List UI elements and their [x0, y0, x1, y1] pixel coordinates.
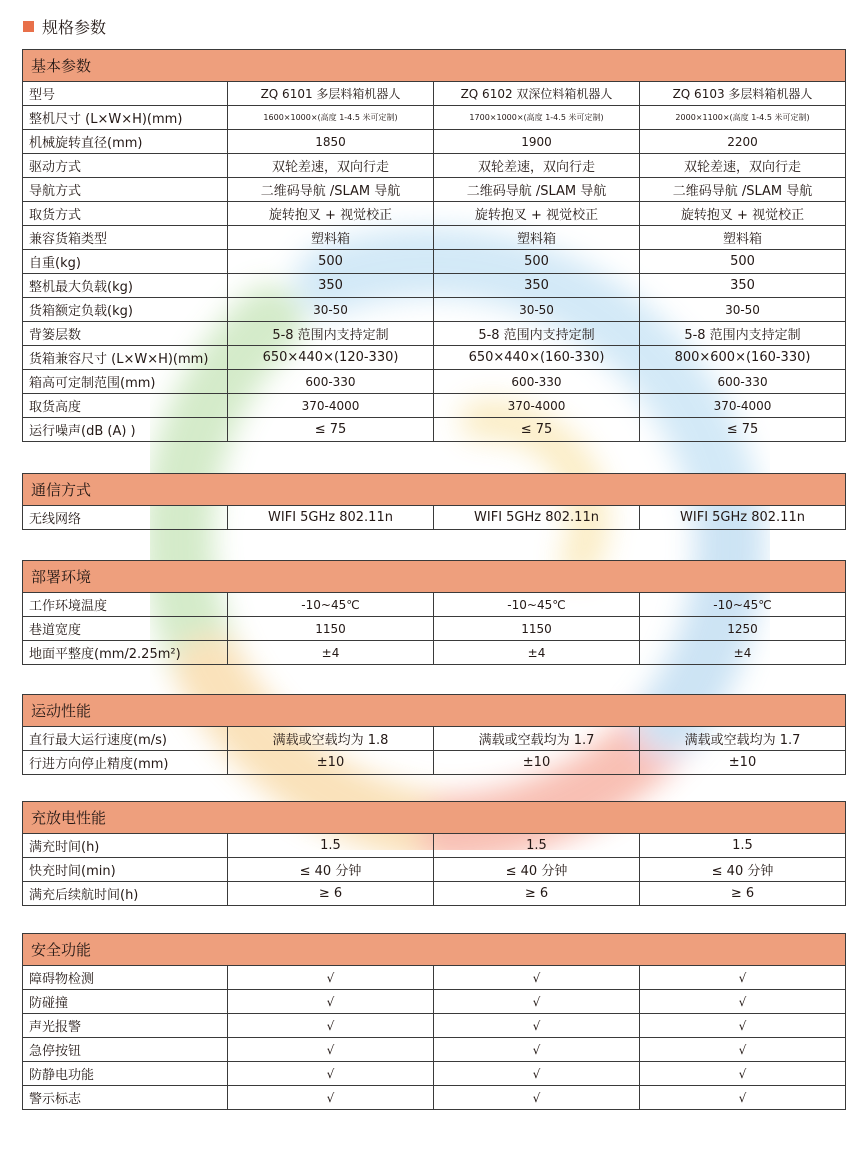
- table-cell: ±4: [228, 641, 434, 665]
- row-label: 满充后续航时间(h): [23, 882, 228, 906]
- check-icon: √: [434, 1086, 640, 1110]
- row-label: 防静电功能: [23, 1062, 228, 1086]
- table-cell: 2000×1100×(高度 1-4.5 米可定制): [640, 106, 846, 130]
- table-cell: 1.5: [434, 834, 640, 858]
- check-icon: √: [434, 1014, 640, 1038]
- table-row: [23, 751, 846, 775]
- table-row: [23, 106, 846, 130]
- section-table-safety: [22, 933, 846, 1110]
- table-row: [23, 226, 846, 250]
- table-cell: ZQ 6103 多层料箱机器人: [640, 82, 846, 106]
- check-icon: √: [228, 990, 434, 1014]
- table-cell: ≥ 6: [640, 882, 846, 906]
- table-cell: 1150: [228, 617, 434, 641]
- table-cell: 600-330: [434, 370, 640, 394]
- table-cell: ≥ 6: [434, 882, 640, 906]
- table-cell: 1600×1000×(高度 1-4.5 米可定制): [228, 106, 434, 130]
- table-cell: -10~45℃: [640, 593, 846, 617]
- table-cell: 370-4000: [228, 394, 434, 418]
- check-icon: √: [434, 990, 640, 1014]
- section-table-deployment: [22, 560, 846, 665]
- row-label: 自重(kg): [23, 250, 228, 274]
- row-label: 整机最大负载(kg): [23, 274, 228, 298]
- row-label: 工作环境温度: [23, 593, 228, 617]
- table-row: [23, 990, 846, 1014]
- row-label: 取货高度: [23, 394, 228, 418]
- table-cell: 500: [434, 250, 640, 274]
- table-row: [23, 641, 846, 665]
- table-cell: 600-330: [228, 370, 434, 394]
- table-row: [23, 274, 846, 298]
- table-row: [23, 593, 846, 617]
- table-row: [23, 130, 846, 154]
- row-label: 背篓层数: [23, 322, 228, 346]
- check-icon: √: [434, 1062, 640, 1086]
- table-row: [23, 250, 846, 274]
- check-icon: √: [640, 1038, 846, 1062]
- row-label: 快充时间(min): [23, 858, 228, 882]
- table-cell: 370-4000: [640, 394, 846, 418]
- table-cell: 30-50: [640, 298, 846, 322]
- check-icon: √: [640, 1086, 846, 1110]
- check-icon: √: [640, 1062, 846, 1086]
- table-cell: WIFI 5GHz 802.11n: [228, 506, 434, 530]
- check-icon: √: [640, 1014, 846, 1038]
- section-table-motion: [22, 694, 846, 775]
- table-cell: 650×440×(160-330): [434, 346, 640, 370]
- table-cell: WIFI 5GHz 802.11n: [640, 506, 846, 530]
- table-row: [23, 322, 846, 346]
- table-cell: 1.5: [228, 834, 434, 858]
- table-cell: 塑料箱: [640, 226, 846, 250]
- table-cell: ZQ 6102 双深位料箱机器人: [434, 82, 640, 106]
- table-cell: 370-4000: [434, 394, 640, 418]
- table-row: [23, 1014, 846, 1038]
- row-label: 机械旋转直径(mm): [23, 130, 228, 154]
- row-label: 地面平整度(mm/2.25m²): [23, 641, 228, 665]
- table-row: [23, 727, 846, 751]
- check-icon: √: [434, 1038, 640, 1062]
- check-icon: √: [434, 966, 640, 990]
- table-cell: ±10: [228, 751, 434, 775]
- row-label: 兼容货箱类型: [23, 226, 228, 250]
- table-row: [23, 834, 846, 858]
- table-row: [23, 858, 846, 882]
- row-label: 满充时间(h): [23, 834, 228, 858]
- row-label: 取货方式: [23, 202, 228, 226]
- table-row: [23, 418, 846, 442]
- table-cell: 二维码导航 /SLAM 导航: [228, 178, 434, 202]
- table-cell: ±4: [640, 641, 846, 665]
- table-cell: 350: [640, 274, 846, 298]
- table-cell: 600-330: [640, 370, 846, 394]
- row-label: 急停按钮: [23, 1038, 228, 1062]
- row-label: 行进方向停止精度(mm): [23, 751, 228, 775]
- check-icon: √: [228, 1038, 434, 1062]
- check-icon: √: [640, 990, 846, 1014]
- row-label: 障碍物检测: [23, 966, 228, 990]
- row-label: 货箱兼容尺寸 (L×W×H)(mm): [23, 346, 228, 370]
- row-label: 箱高可定制范围(mm): [23, 370, 228, 394]
- table-cell: 350: [434, 274, 640, 298]
- row-label: 运行噪声(dB (A) ): [23, 418, 228, 442]
- table-cell: 满载或空载均为 1.7: [434, 727, 640, 751]
- square-bullet-icon: [23, 21, 34, 32]
- table-cell: 塑料箱: [228, 226, 434, 250]
- table-cell: 500: [228, 250, 434, 274]
- table-row: [23, 617, 846, 641]
- section-title: 通信方式: [23, 474, 846, 506]
- table-cell: 30-50: [228, 298, 434, 322]
- row-label: 导航方式: [23, 178, 228, 202]
- check-icon: √: [640, 966, 846, 990]
- table-cell: 1.5: [640, 834, 846, 858]
- check-icon: √: [228, 1086, 434, 1110]
- table-cell: 800×600×(160-330): [640, 346, 846, 370]
- table-row: [23, 178, 846, 202]
- table-cell: 500: [640, 250, 846, 274]
- table-cell: 旋转抱叉 + 视觉校正: [640, 202, 846, 226]
- table-cell: ≤ 75: [434, 418, 640, 442]
- table-cell: 1700×1000×(高度 1-4.5 米可定制): [434, 106, 640, 130]
- row-label: 货箱额定负载(kg): [23, 298, 228, 322]
- table-cell: ≤ 40 分钟: [640, 858, 846, 882]
- table-row: [23, 298, 846, 322]
- table-cell: 1150: [434, 617, 640, 641]
- table-cell: 30-50: [434, 298, 640, 322]
- table-row: [23, 1086, 846, 1110]
- row-label: 警示标志: [23, 1086, 228, 1110]
- table-cell: WIFI 5GHz 802.11n: [434, 506, 640, 530]
- table-cell: 双轮差速，双向行走: [640, 154, 846, 178]
- table-cell: 350: [228, 274, 434, 298]
- check-icon: √: [228, 1062, 434, 1086]
- table-cell: ≤ 40 分钟: [228, 858, 434, 882]
- row-label: 驱动方式: [23, 154, 228, 178]
- table-cell: 满载或空载均为 1.7: [640, 727, 846, 751]
- section-title: 安全功能: [23, 934, 846, 966]
- table-cell: 旋转抱叉 + 视觉校正: [434, 202, 640, 226]
- row-label: 巷道宽度: [23, 617, 228, 641]
- section-table-charging: [22, 801, 846, 906]
- table-cell: 1850: [228, 130, 434, 154]
- table-row: [23, 966, 846, 990]
- table-cell: 1900: [434, 130, 640, 154]
- table-cell: 双轮差速，双向行走: [228, 154, 434, 178]
- section-table-basic-params: [22, 49, 846, 442]
- row-label: 声光报警: [23, 1014, 228, 1038]
- row-label: 型号: [23, 82, 228, 106]
- check-icon: √: [228, 966, 434, 990]
- table-cell: ≤ 40 分钟: [434, 858, 640, 882]
- section-title: 基本参数: [23, 50, 846, 82]
- table-cell: ±10: [640, 751, 846, 775]
- table-cell: ±4: [434, 641, 640, 665]
- table-cell: 5-8 范围内支持定制: [640, 322, 846, 346]
- table-cell: 二维码导航 /SLAM 导航: [434, 178, 640, 202]
- section-table-communication: [22, 473, 846, 530]
- table-row: [23, 882, 846, 906]
- page-title: 规格参数: [42, 17, 107, 37]
- table-row: [23, 1062, 846, 1086]
- table-cell: 2200: [640, 130, 846, 154]
- table-row: [23, 394, 846, 418]
- table-cell: 5-8 范围内支持定制: [434, 322, 640, 346]
- table-cell: ±10: [434, 751, 640, 775]
- table-cell: 满载或空载均为 1.8: [228, 727, 434, 751]
- table-cell: ≤ 75: [228, 418, 434, 442]
- table-cell: ZQ 6101 多层料箱机器人: [228, 82, 434, 106]
- check-icon: √: [228, 1014, 434, 1038]
- section-title: 运动性能: [23, 695, 846, 727]
- row-label: 直行最大运行速度(m/s): [23, 727, 228, 751]
- table-cell: 二维码导航 /SLAM 导航: [640, 178, 846, 202]
- page-header: [23, 14, 106, 38]
- table-row: [23, 370, 846, 394]
- section-title: 充放电性能: [23, 802, 846, 834]
- table-cell: 650×440×(120-330): [228, 346, 434, 370]
- table-cell: -10~45℃: [434, 593, 640, 617]
- table-cell: 5-8 范围内支持定制: [228, 322, 434, 346]
- section-title: 部署环境: [23, 561, 846, 593]
- table-row: [23, 506, 846, 530]
- table-cell: 1250: [640, 617, 846, 641]
- table-cell: ≥ 6: [228, 882, 434, 906]
- row-label: 整机尺寸 (L×W×H)(mm): [23, 106, 228, 130]
- row-label: 无线网络: [23, 506, 228, 530]
- table-cell: ≤ 75: [640, 418, 846, 442]
- row-label: 防碰撞: [23, 990, 228, 1014]
- table-cell: -10~45℃: [228, 593, 434, 617]
- table-row: [23, 346, 846, 370]
- table-row: [23, 154, 846, 178]
- table-row: [23, 1038, 846, 1062]
- table-row: [23, 82, 846, 106]
- table-row: [23, 202, 846, 226]
- table-cell: 旋转抱叉 + 视觉校正: [228, 202, 434, 226]
- table-cell: 塑料箱: [434, 226, 640, 250]
- table-cell: 双轮差速，双向行走: [434, 154, 640, 178]
